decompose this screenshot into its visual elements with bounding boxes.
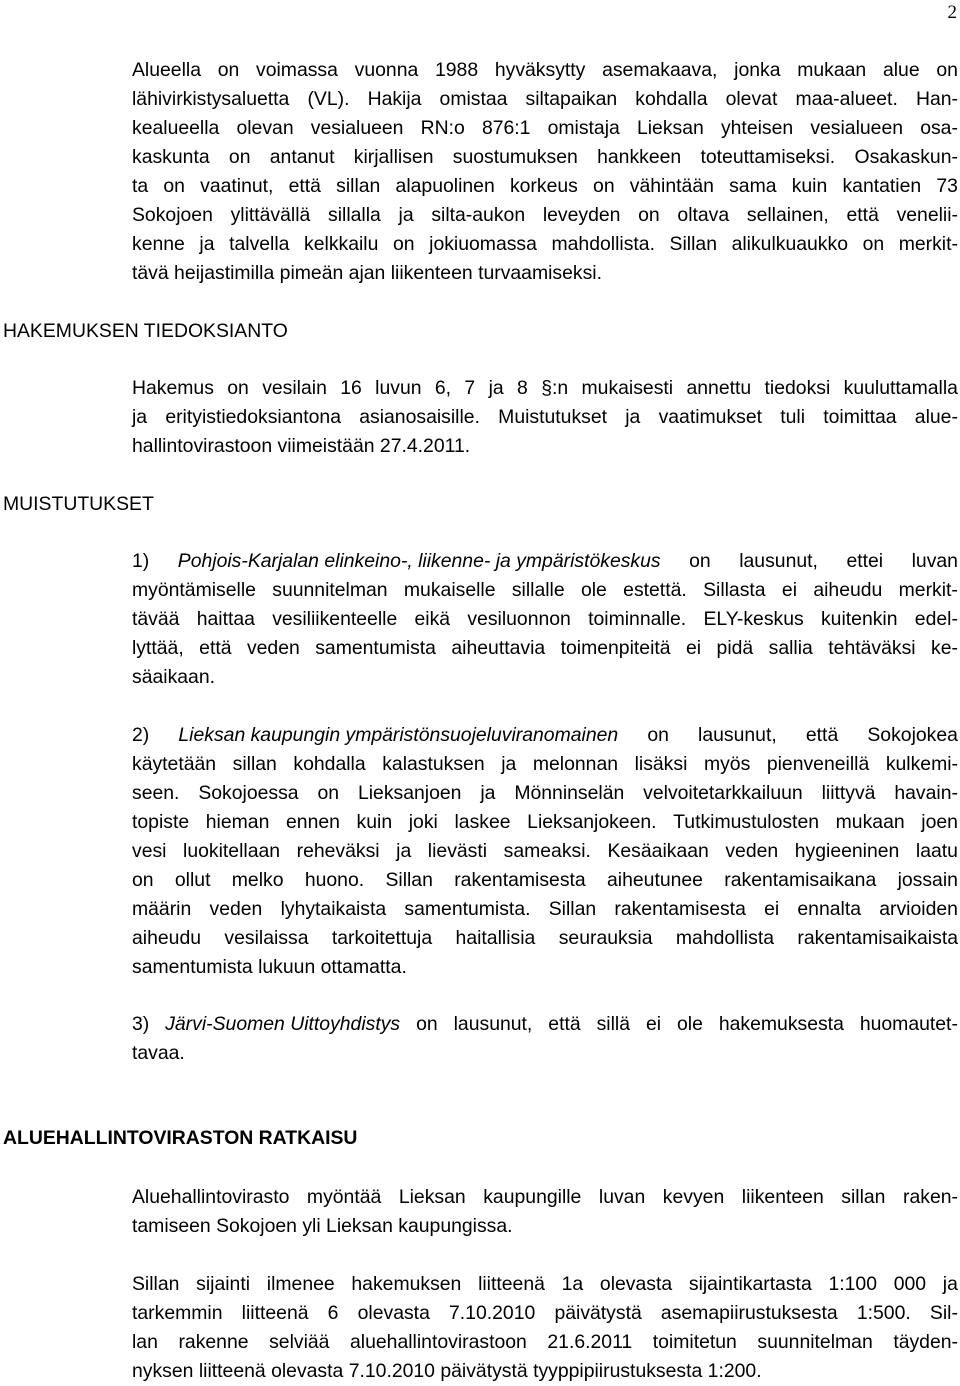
text-line: samentumista lukuun ottamatta. bbox=[132, 956, 407, 978]
text-line: säaikaan. bbox=[132, 666, 216, 688]
text-line: vesi luokitellaan reheväksi ja lievästi sameaksi. Kesäaikaan veden hygieeninen laatu bbox=[132, 840, 958, 862]
text-line: Sokojoen ylittävällä sillalla ja silta-aukon leveyden on oltava sellainen, että venelii- bbox=[132, 204, 958, 226]
statement-author: Järvi-Suomen Uittoyhdistys bbox=[165, 1013, 401, 1035]
text-line: käytetään sillan kohdalla kalastuksen ja melonnan lisäksi myös pienveneillä kulkemi- bbox=[132, 753, 958, 775]
text-line: kaskunta on antanut kirjallisen suostumuksen hankkeen toteuttamiseksi. Osakaskun- bbox=[132, 146, 958, 168]
text-line: Sillan sijainti ilmenee hakemuksen liitteenä 1a olevasta sijaintikartasta 1:100 000 ja bbox=[132, 1273, 958, 1295]
text-line: Hakemus on vesilain 16 luvun 6, 7 ja 8 §:n mukaisesti annettu tiedoksi kuuluttamalla bbox=[132, 377, 958, 399]
statement-number: 2) bbox=[132, 724, 150, 746]
paragraph bbox=[132, 1270, 958, 1386]
text-line: tarkemmin liitteenä 6 olevasta 7.10.2010 päivätystä asemapiirustuksesta 1:500. Sil- bbox=[132, 1302, 958, 1324]
section-heading-hakemuksen-tiedoksianto: HAKEMUKSEN TIEDOKSIANTO bbox=[3, 320, 288, 342]
text-line: nyksen liitteenä olevasta 7.10.2010 päivätystä tyyppipiirustuksesta 1:200. bbox=[132, 1360, 762, 1382]
paragraph bbox=[132, 374, 958, 461]
statement-1 bbox=[132, 547, 958, 692]
statement-2 bbox=[132, 721, 958, 982]
paragraph bbox=[132, 1183, 958, 1241]
text-line: tävä heijastimilla pimeän ajan liikenteen turvaamiseksi. bbox=[132, 262, 602, 284]
text-line: topiste hieman ennen kuin joki laskee Lieksanjokeen. Tutkimustulosten mukaan joen bbox=[132, 811, 958, 833]
text-line: Alueella on voimassa vuonna 1988 hyväksytty asemakaava, jonka mukaan alue on bbox=[132, 59, 958, 81]
text-line: kealueella olevan vesialueen RN:o 876:1 omistaja Lieksan yhteisen vesialueen osa- bbox=[132, 117, 958, 139]
statement-author: Pohjois-Karjalan elinkeino-, liikenne- ja ympäristökeskus bbox=[177, 550, 661, 572]
text-line: lähivirkistysaluetta (VL). Hakija omistaa siltapaikan kohdalla olevat maa-alueet. Han- bbox=[132, 88, 958, 110]
text-line: lyttää, että veden samentumista aiheuttavia toimenpiteitä ei pidä sallia tehtäväksi ke- bbox=[132, 637, 958, 659]
page-number: 2 bbox=[947, 2, 957, 23]
statement-3 bbox=[132, 1010, 958, 1068]
text-line: ja erityistiedoksiantona asianosaisille. Muistutukset ja vaatimukset tuli toimittaa alue- bbox=[132, 406, 958, 428]
text-line: tamiseen Sokojoen yli Lieksan kaupungissa. bbox=[132, 1215, 513, 1237]
statement-first-line: 3) Järvi-Suomen Uittoyhdistys on lausunut, että sillä ei ole hakemuksesta huomautet- bbox=[132, 1010, 958, 1039]
text-line: hallintovirastoon viimeistään 27.4.2011. bbox=[132, 435, 471, 457]
statement-author: Lieksan kaupungin ympäristönsuojeluviranomainen bbox=[178, 724, 619, 746]
text-line: ta on vaatinut, että sillan alapuolinen korkeus on vähintään sama kuin kantatien 73 bbox=[132, 175, 958, 197]
text-line: Aluehallintovirasto myöntää Lieksan kaupungille luvan kevyen liikenteen sillan raken- bbox=[132, 1186, 958, 1208]
statement-first-line: 1) Pohjois-Karjalan elinkeino-, liikenne- ja ympäristökeskus on lausunut, ettei luvan bbox=[132, 547, 958, 576]
text-line: on ollut melko huono. Sillan rakentamisesta aiheutunee rakentamisaikana jossain bbox=[132, 869, 958, 891]
text-line: lan rakenne selviää aluehallintovirastoon 21.6.2011 toimitetun suunnitelman täyden- bbox=[132, 1331, 958, 1353]
statement-number: 1) bbox=[132, 550, 150, 572]
statement-number: 3) bbox=[132, 1013, 150, 1035]
paragraph bbox=[132, 56, 958, 288]
text-line: myöntämiselle suunnitelman mukaiselle sillalle ole estettä. Sillasta ei aiheudu merkit- bbox=[132, 579, 958, 601]
statement-first-line: 2) Lieksan kaupungin ympäristönsuojeluviranomainen on lausunut, että Sokojokea bbox=[132, 721, 958, 750]
text-line: määrin veden lyhytaikaista samentumista. Sillan rakentamisesta ei ennalta arvioiden bbox=[132, 898, 958, 920]
section-heading-aluehallintoviraston-ratkaisu: ALUEHALLINTOVIRASTON RATKAISU bbox=[3, 1127, 358, 1149]
section-heading-muistutukset: MUISTUTUKSET bbox=[3, 493, 154, 515]
text-line: tävää haittaa vesiliikenteelle eikä vesiluonnon toiminnalle. ELY-keskus kuitenkin edel- bbox=[132, 608, 958, 630]
text-line: kenne ja talvella kelkkailu on jokiuomassa mahdollista. Sillan alikulkuaukko on merkit- bbox=[132, 233, 958, 255]
text-line: aiheudu vesilaissa tarkoitettuja haitallisia seurauksia mahdollista rakentamisaikaista bbox=[132, 927, 958, 949]
text-line: seen. Sokojoessa on Lieksanjoen ja Mönninselän velvoitetarkkailuun liittyvä havain- bbox=[132, 782, 958, 804]
text-line: tavaa. bbox=[132, 1042, 185, 1064]
